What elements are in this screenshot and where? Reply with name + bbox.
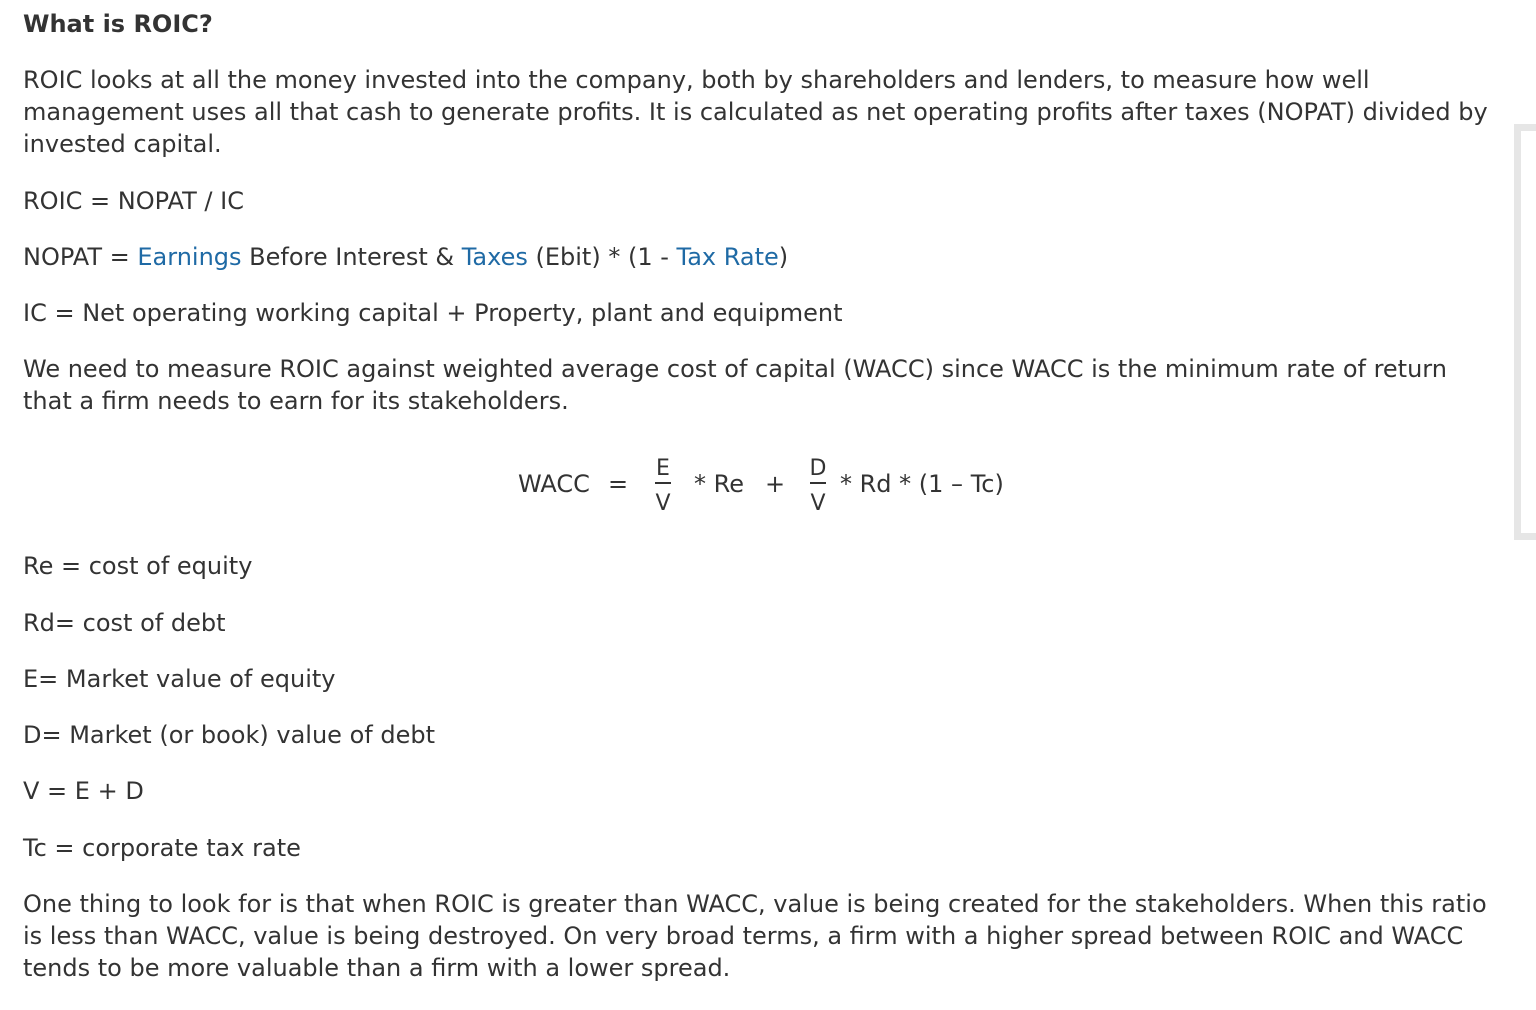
wacc-intro-paragraph: We need to measure ROIC against weighted average cost of capital (WACC) since WACC is the minimum rate of return that a firm needs to earn for its stakeholders. — [23, 355, 1447, 415]
nopat-formula — [23, 241, 788, 273]
ic-formula: IC = Net operating working capital + Property, plant and equipment — [23, 299, 843, 327]
frac1-denominator: V — [655, 491, 671, 516]
definition-tc: Tc = corporate tax rate — [23, 834, 301, 862]
frac2-denominator: V — [810, 491, 826, 516]
tax-rate-link[interactable]: Tax Rate — [676, 243, 779, 271]
wacc-lhs: WACC — [518, 470, 590, 498]
earnings-link[interactable]: Earnings — [137, 243, 242, 271]
definition-re: Re = cost of equity — [23, 552, 253, 580]
frac1-numerator: E — [656, 456, 670, 481]
wacc-plus: + — [765, 470, 786, 498]
definition-rd: Rd= cost of debt — [23, 609, 226, 637]
definition-e: E= Market value of equity — [23, 665, 336, 693]
wacc-term2: * Rd * (1 – Tc) — [840, 470, 1004, 498]
side-panel-edge — [1514, 124, 1536, 540]
taxes-link[interactable]: Taxes — [461, 243, 528, 271]
conclusion-paragraph: One thing to look for is that when ROIC is greater than WACC, value is being created for the stakeholders. When this ratio is less than WACC, value is being destroyed. On very broad terms, a firm with a higher spread between ROIC and WACC tends to be more valuable than a firm with a lower spread. — [23, 890, 1487, 982]
wacc-equation-image — [518, 450, 1008, 520]
roic-formula: ROIC = NOPAT / IC — [23, 187, 244, 215]
intro-paragraph: ROIC looks at all the money invested into the company, both by shareholders and lenders, to measure how well management uses all that cash to generate profits. It is calculated as net operating profits after taxes (NOPAT) divided by invested capital. — [23, 66, 1488, 158]
wacc-term1: * Re — [694, 470, 744, 498]
nopat-ebit: (Ebit) * (1 - — [527, 243, 677, 271]
wacc-equals: = — [608, 470, 629, 498]
nopat-suffix: ) — [778, 243, 789, 271]
page-title: What is ROIC? — [23, 10, 213, 38]
frac2-numerator: D — [809, 456, 827, 481]
definition-v: V = E + D — [23, 777, 144, 805]
nopat-prefix: NOPAT = — [23, 243, 138, 271]
nopat-before-interest: Before Interest & — [241, 243, 462, 271]
definition-d: D= Market (or book) value of debt — [23, 721, 435, 749]
